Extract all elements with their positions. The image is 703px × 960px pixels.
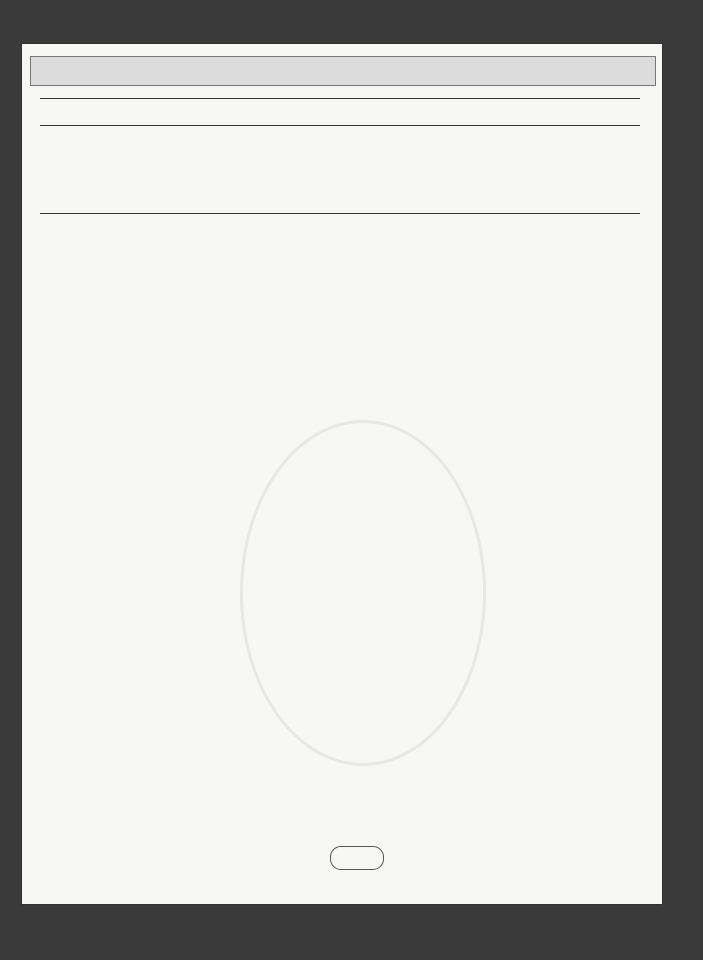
divider — [40, 98, 640, 99]
lesson10-heading — [40, 193, 640, 209]
page-footer — [60, 846, 640, 870]
divider — [40, 125, 640, 126]
page-number — [330, 846, 384, 870]
watermark-seal — [240, 420, 486, 766]
document-body — [40, 94, 640, 218]
divider — [40, 213, 640, 214]
lesson9-heading — [40, 105, 640, 121]
page-header — [30, 56, 656, 86]
